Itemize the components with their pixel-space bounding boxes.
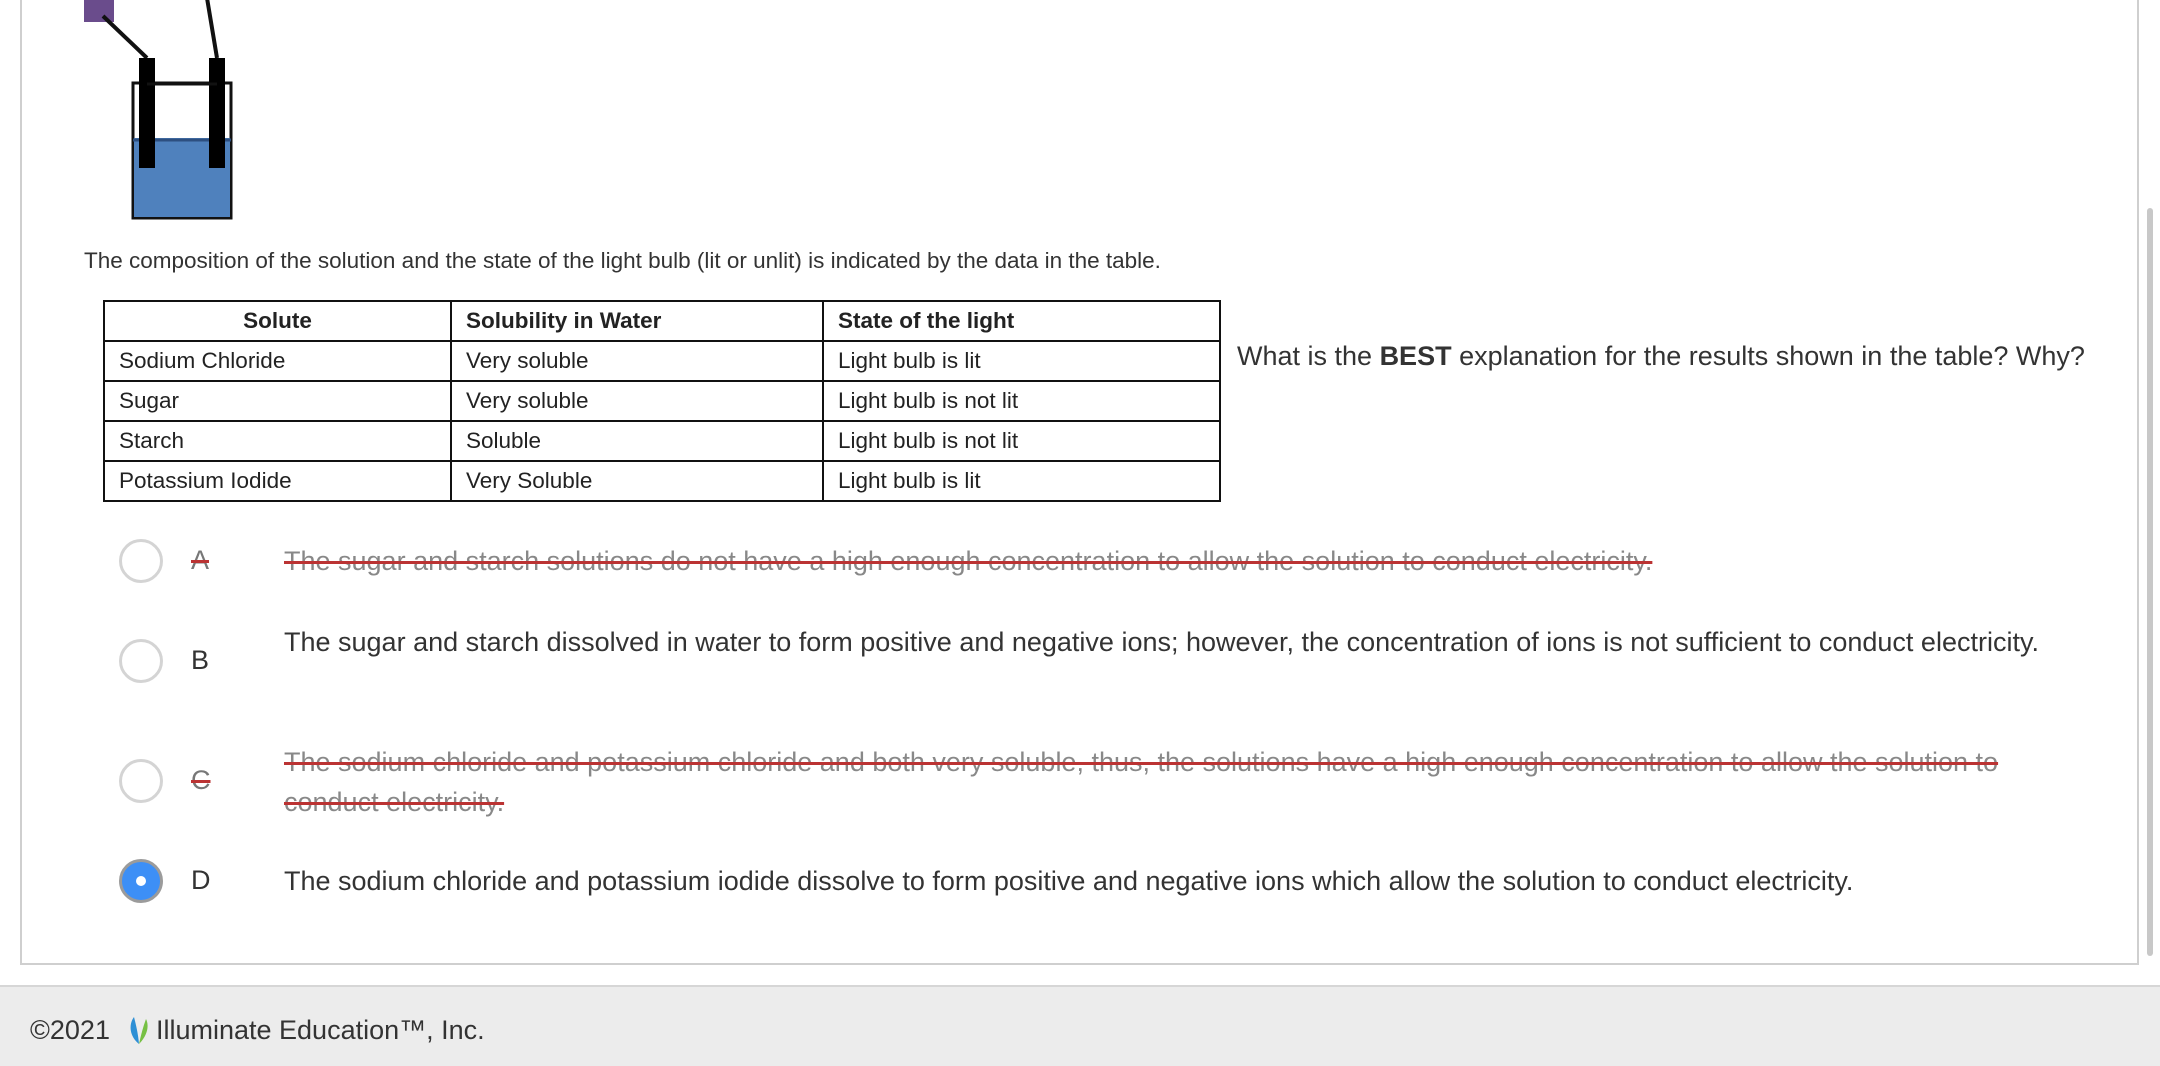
question-emphasis: BEST [1379, 341, 1452, 371]
table-cell: Light bulb is lit [823, 461, 1220, 501]
scrollbar-thumb[interactable] [2147, 208, 2153, 956]
question-prompt [1237, 336, 2117, 376]
choice-text[interactable]: The sodium chloride and potassium chloride and both very soluble, thus, the solutions have a high enough concentration to allow the solution to conduct electricity. [284, 747, 1999, 817]
footer [0, 985, 2160, 1066]
table-cell: Light bulb is not lit [823, 421, 1220, 461]
table-row [104, 421, 1220, 461]
question-panel [20, 0, 2139, 965]
choice-letter: B [191, 645, 210, 675]
battery-icon [84, 0, 114, 22]
company-name: Illuminate Education™, Inc. [155, 1014, 485, 1045]
choice-letter: A [191, 545, 210, 575]
table-cell: Light bulb is not lit [823, 381, 1220, 421]
illuminate-logo-icon [122, 1013, 156, 1047]
radio-button-a[interactable] [119, 539, 163, 583]
choice-letter: C [191, 765, 211, 795]
table-cell: Soluble [451, 421, 823, 461]
conductivity-apparatus-diagram [77, 0, 257, 228]
table-cell: Light bulb is lit [823, 341, 1220, 381]
electrode-left [139, 58, 155, 168]
table-row [104, 381, 1220, 421]
data-table [103, 300, 1221, 502]
table-cell: Starch [104, 421, 451, 461]
choice-text[interactable]: The sugar and starch dissolved in water to form positive and negative ions; however, the concentration of ions is not sufficient to conduct electricity. [284, 627, 2039, 657]
question-suffix: explanation for the results shown in the table? Why? [1451, 341, 2085, 371]
radio-button-c[interactable] [119, 759, 163, 803]
table-header: Solubility in Water [451, 301, 823, 341]
table-row [104, 461, 1220, 501]
choice-text[interactable]: The sodium chloride and potassium iodide dissolve to form positive and negative ions which allow the solution to conduct electricity. [284, 866, 1854, 896]
radio-button-b[interactable] [119, 639, 163, 683]
table-cell: Sugar [104, 381, 451, 421]
table-cell: Very soluble [451, 341, 823, 381]
choice-letter: D [191, 865, 211, 895]
table-cell: Very soluble [451, 381, 823, 421]
copyright-text: ©2021 [30, 1014, 110, 1045]
choice-text[interactable]: The sugar and starch solutions do not have a high enough concentration to allow the solution to conduct electricity. [284, 546, 1653, 576]
table-caption: The composition of the solution and the state of the light bulb (lit or unlit) is indicated by the data in the table. [84, 248, 1161, 273]
table-row [104, 341, 1220, 381]
question-prefix: What is the [1237, 341, 1380, 371]
table-header: State of the light [823, 301, 1220, 341]
footer-text [30, 1013, 485, 1047]
table-cell: Very Soluble [451, 461, 823, 501]
electrode-right [209, 58, 225, 168]
table-cell: Potassium Iodide [104, 461, 451, 501]
radio-button-d[interactable] [119, 859, 163, 903]
table-cell: Sodium Chloride [104, 341, 451, 381]
table-header-row [104, 301, 1220, 341]
table-header: Solute [104, 301, 451, 341]
